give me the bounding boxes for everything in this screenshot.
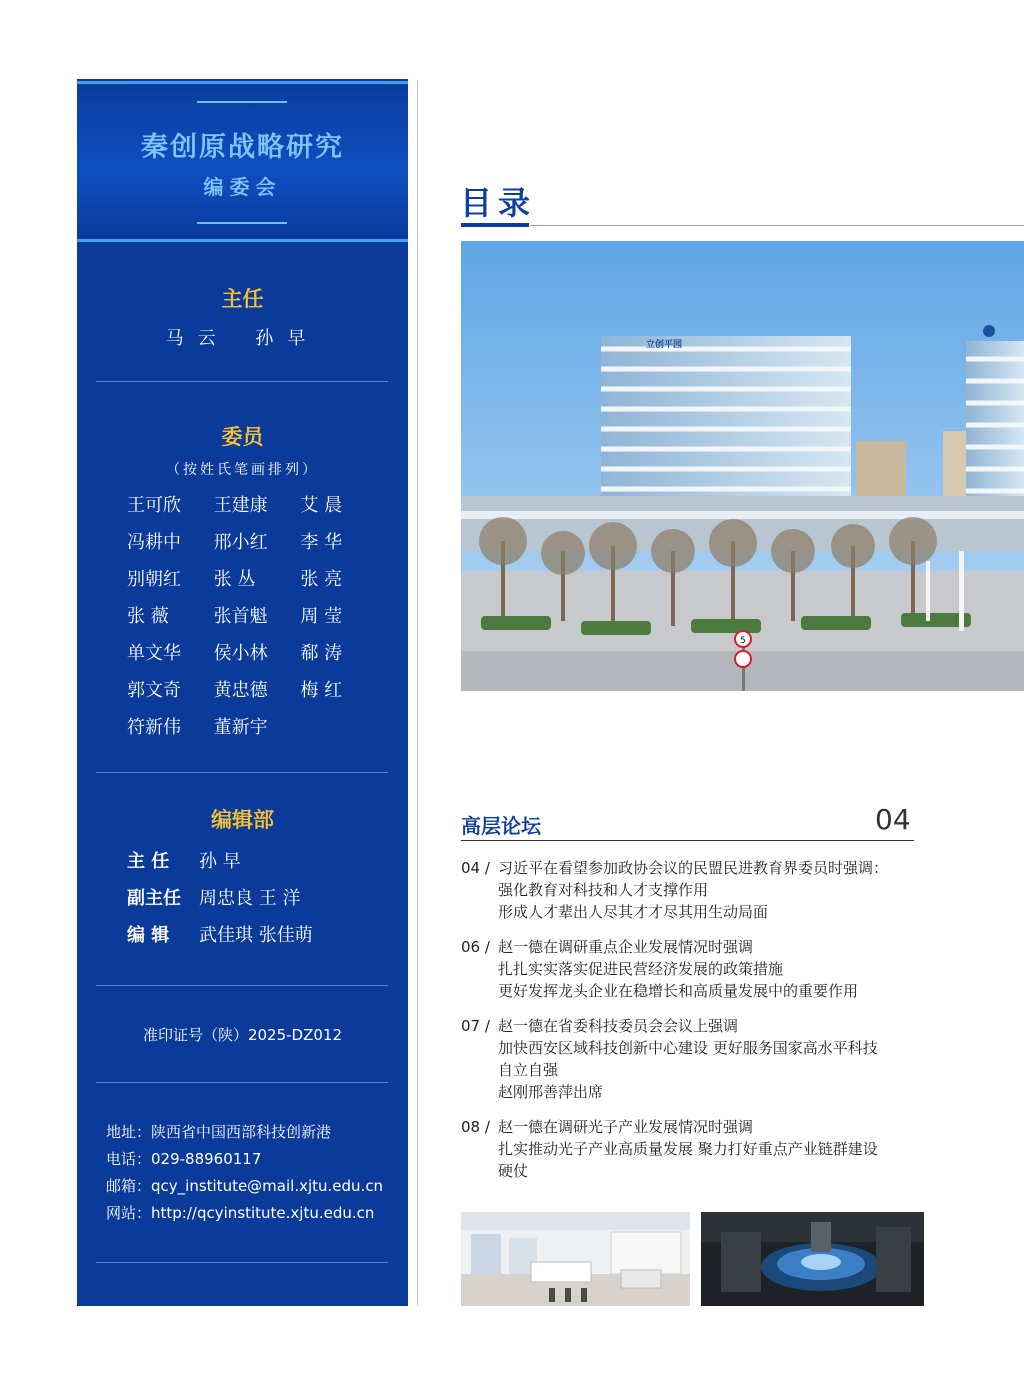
director-name: 马云: [165, 328, 230, 349]
member-name: 别朝红: [127, 569, 181, 590]
toc-entry-line: 加快西安区域科技创新中心建设 更好服务国家高水平科技: [498, 1039, 878, 1057]
editor-names: 孙 早: [199, 851, 241, 872]
toc-title-underline: [461, 223, 529, 227]
toc-entries: [461, 857, 931, 1195]
toc-entry-page: 04 /: [461, 859, 490, 877]
members-row: [127, 676, 387, 713]
banner-tick-top: [197, 101, 287, 103]
panel-banner: [77, 79, 408, 242]
director-names: [77, 324, 408, 350]
toc-rule: [530, 225, 1024, 226]
member-name: 王建康: [213, 495, 268, 516]
toc-section-page: 04: [875, 803, 911, 836]
toc-entry-page: 06 /: [461, 938, 490, 956]
contact-info: [106, 1119, 383, 1227]
members-row: [127, 639, 387, 676]
hero-photo-campus: [461, 241, 1024, 691]
editorial-list: [127, 847, 397, 958]
editor-role: 编 辑: [127, 925, 170, 946]
toc-entry-line: 赵一德在省委科技委员会会议上强调: [498, 1017, 739, 1035]
section-divider: [96, 772, 388, 773]
speed-sign-number: 5: [740, 636, 746, 646]
toc-entry-line: 硬仗: [498, 1162, 529, 1180]
editor-row: [127, 847, 397, 884]
toc-entry-line: 扎实推动光子产业高质量发展 聚力打好重点产业链群建设: [498, 1140, 878, 1158]
toc-entry-line: 扎扎实实落实促进民营经济发展的政策措施: [498, 960, 784, 978]
member-name: 周 莹: [300, 606, 343, 627]
member-name: 张 丛: [213, 569, 256, 590]
member-name: [300, 713, 387, 750]
contact-email[interactable]: 邮箱：qcy_institute@mail.xjtu.edu.cn: [106, 1177, 384, 1195]
members-note: （按姓氏笔画排列）: [166, 462, 319, 478]
toc-entry-line: 习近平在看望参加政协会议的民盟民进教育界委员时强调：: [498, 859, 889, 877]
toc-entry-line: 赵刚邢善萍出席: [498, 1083, 604, 1101]
toc-entry-line: 赵一德在调研重点企业发展情况时强调: [498, 938, 754, 956]
toc-section-name: 高层论坛: [461, 814, 541, 838]
banner-tick-bottom: [197, 222, 287, 224]
thumbnail-photonics-equipment: [701, 1212, 924, 1306]
editorial-board-panel: [77, 79, 408, 1306]
member-name: 郭文奇: [127, 680, 181, 701]
editor-row: [127, 921, 397, 958]
member-name: 董新宇: [213, 717, 268, 738]
director-heading: 主任: [221, 287, 264, 311]
members-list: [127, 491, 387, 750]
toc-entry-page: 08 /: [461, 1118, 490, 1136]
toc-entry[interactable]: [461, 936, 931, 1002]
contact-address: 地址：陕西省中国西部科技创新港: [106, 1123, 332, 1141]
section-divider: [96, 1082, 388, 1083]
member-name: 王可欣: [127, 495, 181, 516]
photonics-equipment-illustration: [701, 1212, 924, 1306]
lab-showroom-illustration: [461, 1212, 690, 1306]
contact-phone: 电话：029-88960117: [106, 1150, 262, 1168]
toc-entry-line: 强化教育对科技和人才支撑作用: [498, 881, 709, 899]
member-name: 张 亮: [300, 569, 343, 590]
section-divider: [96, 381, 388, 382]
section-divider: [96, 985, 388, 986]
editor-role: 副主任: [127, 888, 181, 909]
member-name: 郗 涛: [300, 643, 343, 664]
toc-section-rule: [461, 840, 914, 841]
toc-entry-page: 07 /: [461, 1017, 490, 1035]
thumbnail-lab-showroom: [461, 1212, 690, 1306]
page-gutter-line: [417, 80, 418, 1306]
toc-entry[interactable]: [461, 1015, 931, 1103]
toc-entry-line: 赵一德在调研光子产业发展情况时强调: [498, 1118, 754, 1136]
member-name: 张 薇: [127, 606, 169, 627]
editor-role: 主 任: [127, 851, 170, 872]
building-sign-text: 立创平园: [646, 340, 683, 350]
editorial-heading: 编辑部: [211, 808, 274, 832]
editor-names: 周忠良 王 洋: [199, 888, 301, 909]
print-permit: 准印证号（陕）2025-DZ012: [142, 1026, 343, 1044]
toc-entry-line: 自立自强: [498, 1061, 559, 1079]
section-divider: [96, 1262, 388, 1263]
editor-names: 武佳琪 张佳萌: [199, 925, 313, 946]
members-heading: 委员: [221, 425, 264, 449]
member-name: 李 华: [300, 532, 343, 553]
toc-entry[interactable]: [461, 857, 931, 923]
members-row: [127, 528, 387, 565]
members-row: [127, 565, 387, 602]
member-name: 符新伟: [127, 717, 181, 738]
campus-building-illustration: [461, 241, 1024, 691]
member-name: 黄忠德: [213, 680, 268, 701]
member-name: 单文华: [127, 643, 181, 664]
banner-top-line: [77, 81, 408, 84]
board-subtitle: 编委会: [203, 175, 282, 199]
toc-title: 目录: [460, 184, 537, 222]
member-name: 艾 晨: [300, 495, 343, 516]
editor-row: [127, 884, 397, 921]
toc-entry[interactable]: [461, 1116, 931, 1182]
member-name: 侯小林: [213, 643, 268, 664]
members-row: [127, 491, 387, 528]
banner-bottom-line: [77, 239, 408, 242]
toc-entry-line: 更好发挥龙头企业在稳增长和高质量发展中的重要作用: [498, 982, 859, 1000]
journal-title: 秦创原战略研究: [141, 132, 344, 163]
member-name: 冯耕中: [127, 532, 181, 553]
toc-entry-line: 形成人才辈出人尽其才才尽其用生动局面: [498, 903, 769, 921]
contact-website[interactable]: 网站：http://qcyinstitute.xjtu.edu.cn: [106, 1204, 375, 1222]
member-name: 梅 红: [300, 680, 343, 701]
members-row: [127, 602, 387, 639]
director-name: 孙早: [255, 328, 320, 349]
member-name: 邢小红: [213, 532, 268, 553]
member-name: 张首魁: [213, 606, 268, 627]
members-row: [127, 713, 387, 750]
